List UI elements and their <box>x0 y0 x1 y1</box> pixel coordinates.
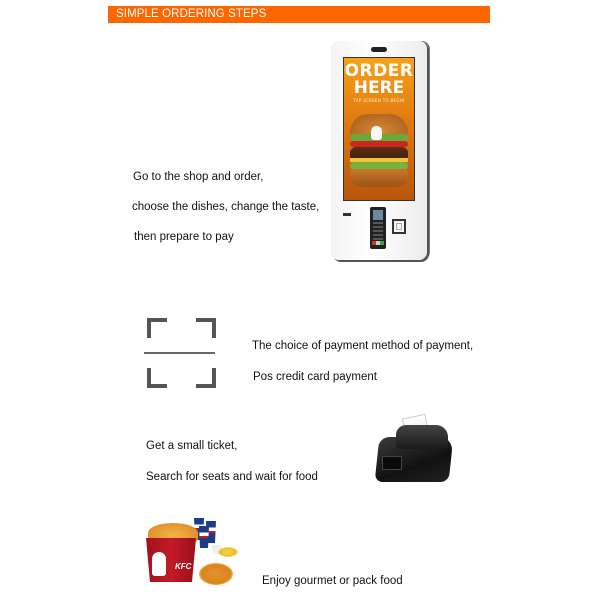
scan-line <box>144 352 215 354</box>
step2-line2: Pos credit card payment <box>253 371 378 383</box>
burger-bun-bottom <box>350 169 408 187</box>
kiosk-screen-title-1: ORDER <box>344 61 414 81</box>
kiosk-screen-title-2: HERE <box>353 78 405 98</box>
kiosk-screen <box>343 57 415 201</box>
kiosk-card-slot <box>343 213 351 216</box>
scan-corner-bottom-right <box>196 368 216 388</box>
step1-line2: choose the dishes, change the taste, <box>132 201 320 213</box>
step1-line3: then prepare to pay <box>134 231 234 243</box>
step1-line1: Go to the shop and order, <box>133 171 264 183</box>
drink-cup <box>199 526 209 548</box>
side-plate <box>218 547 238 557</box>
step4-line1: Enjoy gourmet or pack food <box>262 575 403 587</box>
printer-front-slot <box>382 456 402 470</box>
colonel-logo <box>152 552 166 576</box>
pos-terminal-screen <box>373 210 383 220</box>
pos-terminal-buttons <box>372 241 384 245</box>
scan-corner-bottom-left <box>147 368 167 388</box>
pos-terminal-keypad <box>373 222 383 240</box>
kfc-logo-text: KFC <box>175 562 192 571</box>
scan-corner-top-right <box>196 318 216 338</box>
chicken-nuggets-plate <box>199 563 233 585</box>
step2-line1: The choice of payment method of payment, <box>252 340 474 352</box>
printer-top-cover <box>396 425 448 449</box>
step3-line2: Search for seats and wait for food <box>146 471 318 483</box>
kiosk-screen-subtitle: TAP SCREEN TO BEGIN <box>353 98 405 103</box>
qr-scanner-window <box>396 223 402 230</box>
section-header-banner: SIMPLE ORDERING STEPS <box>108 6 490 23</box>
tap-hand-icon <box>371 126 382 140</box>
kiosk-camera <box>371 47 387 52</box>
scan-corner-top-left <box>147 318 167 338</box>
step3-line1: Get a small ticket, <box>146 440 238 452</box>
